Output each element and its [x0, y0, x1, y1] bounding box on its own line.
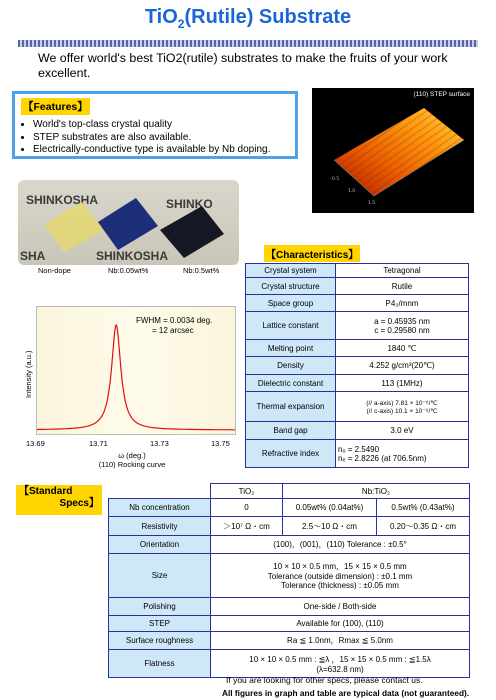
table-row: Crystal structure Rutile: [246, 278, 469, 295]
specs-table: [108, 483, 470, 678]
step-surface-plot: [312, 88, 474, 213]
list-item: • Electrically-conductive type is available by Nb doping.: [33, 144, 289, 157]
table-row: Size 10 × 10 × 0.5 mm，15 × 15 × 0.5 mm Tolerance (outside dimension) : ±0.1 mm Tolerance (thickness) : ±0.05 mm: [109, 554, 470, 598]
characteristics-heading: 【Characteristics】: [264, 245, 360, 262]
table-row: Resistivity ＞10⁷ Ω・cm 2.5～10 Ω・cm 0.20～0.35 Ω・cm: [109, 517, 470, 536]
table-row: Orientation (100)，(001)，(110) Tolerance : ±0.5°: [109, 536, 470, 554]
svg-text:SHINKOSHA: SHINKOSHA: [96, 249, 169, 263]
x-tick-label: 13.75: [211, 439, 230, 448]
table-row: Refractive index nₒ = 2.5490 nₑ = 2.8226 (at 706.5nm): [246, 440, 469, 468]
page-title: TiO$_2$(Rutile) Substrate: [144, 6, 352, 31]
table-row: Melting point 1840 ℃: [246, 340, 469, 357]
photo-caption-nondope: Non-dope: [38, 266, 71, 275]
svg-text:SHINKO: SHINKO: [166, 197, 213, 211]
features-box: [12, 91, 298, 159]
table-row: Band gap 3.0 eV: [246, 422, 469, 440]
table-row: Thermal expansion (// a-axis) 7.81 × 10⁻⁶/℃ (// c-axis) 10.1 × 10⁻⁶/℃: [246, 392, 469, 422]
photo-caption-nb05: Nb:0.5wt%: [183, 266, 220, 275]
list-item: • STEP substrates are also available.: [33, 132, 289, 145]
svg-text:0.5: 0.5: [332, 177, 340, 182]
x-tick-label: 13.69: [26, 439, 45, 448]
table-row: Crystal system Tetragonal: [246, 264, 469, 278]
fwhm-annotation: FWHM = 0.0034 deg. = 12 arcsec: [136, 316, 213, 335]
svg-text:SHINKOSHA: SHINKOSHA: [26, 193, 99, 207]
table-row: Surface roughness Ra ≦ 1.0nm，Rmax ≦ 5.0nm: [109, 632, 470, 650]
substrate-photo-drawing: [18, 180, 239, 265]
table-row: Space group P4₂/mnm: [246, 295, 469, 312]
features-list: [33, 119, 289, 157]
table-row: Nb concentration 0 0.05wt% (0.04at%) 0.5wt% (0.43at%): [109, 499, 470, 517]
table-row: Density 4.252 g/cm³(20℃): [246, 357, 469, 375]
intro-text: We offer world's best TiO2(rutile) substrates to make the fruits of your work excellent.: [38, 51, 448, 80]
svg-text:1.0: 1.0: [348, 189, 356, 194]
table-row: Flatness 10 × 10 × 0.5 mm : ≦λ ，15 × 15 × 0.5 mm : ≦1.5λ (λ=632.8 nm): [109, 650, 470, 678]
characteristics-table: [245, 263, 469, 468]
rocking-curve-line: [37, 325, 235, 430]
table-row: STEP Available for (100), (110): [109, 616, 470, 632]
svg-text:1.5: 1.5: [368, 201, 376, 206]
step-image-caption: (110) STEP surface: [413, 91, 470, 98]
x-tick-label: 13.71: [89, 439, 108, 448]
title-divider: [18, 40, 478, 47]
rocking-y-label: Intensity (a.u.): [24, 350, 33, 398]
table-row: Dielectric constant 113 (1MHz): [246, 375, 469, 392]
table-row: Lattice constant a = 0.45935 nm c = 0.29580 nm: [246, 312, 469, 340]
substrate-photo: [18, 180, 239, 265]
footer-disclaimer: All figures in graph and table are typical data (not guaranteed).: [222, 688, 470, 698]
step-surface-image: [312, 88, 474, 213]
table-row: Polishing One-side / Both-side: [109, 598, 470, 616]
x-tick-label: 13.73: [150, 439, 169, 448]
svg-text:SHA: SHA: [20, 249, 46, 263]
footer-contact: If you are looking for other specs, please contact us.: [226, 675, 423, 685]
features-heading: 【Features】: [21, 98, 90, 115]
table-row: TiO₂ Nb:TiO₂: [109, 484, 470, 499]
specs-heading: 【Standard Specs】: [16, 485, 102, 515]
rocking-caption: ω (deg.) (110) Rocking curve: [98, 451, 166, 469]
photo-caption-nb005: Nb:0.05wt%: [108, 266, 149, 275]
list-item: • World's top-class crystal quality: [33, 119, 289, 132]
